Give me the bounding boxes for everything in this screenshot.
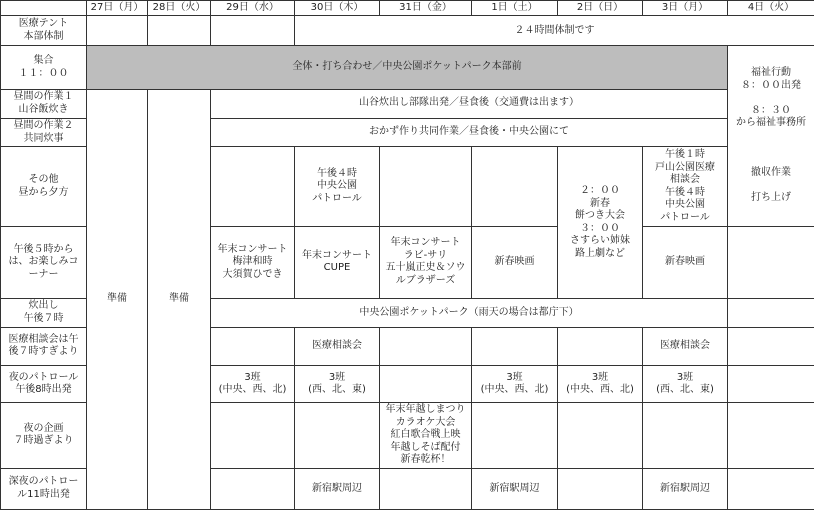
cell-empty: [87, 16, 148, 46]
row-label-noon1: 昼間の作業１ 山谷飯炊き: [1, 89, 87, 118]
header-day-30: 30日（木）: [295, 1, 380, 16]
cell-empty: [728, 299, 814, 328]
cell-empty: [148, 16, 211, 46]
header-day-2: 2日（日）: [558, 1, 643, 16]
row-label-night-patrol: 夜のパトロール 午後8時出発: [1, 366, 87, 403]
cell-late-patrol-3: 新宿駅周辺: [643, 468, 728, 509]
cell-empty: [728, 366, 814, 403]
cell-junbi-28: 準備: [148, 89, 211, 509]
header-row: [1, 1, 814, 16]
cell-night-patrol-29: 3班 (中央、西、北): [211, 366, 295, 403]
row-noon1: [1, 89, 814, 118]
cell-medical-tent-span: ２４時間体制です: [295, 16, 814, 46]
cell-empty: [380, 327, 472, 365]
cell-medical-consult-30: 医療相談会: [295, 327, 380, 365]
row-label-medical-consult: 医療相談会は午 後７時すぎより: [1, 327, 87, 365]
cell-empty: [558, 403, 643, 468]
cell-empty: [728, 226, 814, 298]
cell-other-30: 午後４時 中央公園 パトロール: [295, 147, 380, 226]
cell-empty: [211, 403, 295, 468]
cell-empty: [380, 366, 472, 403]
cell-fun-1: 新春映画: [472, 226, 558, 298]
cell-empty: [728, 403, 814, 468]
cell-night-patrol-2: 3班 (中央、西、北): [558, 366, 643, 403]
cell-night-patrol-3: 3班 (西、北、東): [643, 366, 728, 403]
header-day-27: 27日（月）: [87, 1, 148, 16]
cell-empty: [295, 403, 380, 468]
cell-takidashi-span: 中央公園ポケットパーク（雨天の場合は都庁下）: [211, 299, 728, 328]
cell-night-patrol-1: 3班 (中央、西、北): [472, 366, 558, 403]
cell-empty: [380, 468, 472, 509]
cell-noon2-span: おかず作り共同作業／昼食後・中央公園にて: [211, 118, 728, 147]
header-day-28: 28日（火）: [148, 1, 211, 16]
row-label-night-event: 夜の企画 ７時過ぎより: [1, 403, 87, 468]
header-day-3: 3日（月）: [643, 1, 728, 16]
cell-medical-consult-3: 医療相談会: [643, 327, 728, 365]
row-label-takidashi: 炊出し 午後７時: [1, 299, 87, 328]
cell-noon1-span: 山谷炊出し部隊出発／昼食後（交通費は出ます）: [211, 89, 728, 118]
cell-empty: [211, 468, 295, 509]
header-day-4: 4日（火）: [728, 1, 814, 16]
header-corner: [1, 1, 87, 16]
cell-empty: [643, 403, 728, 468]
cell-empty: [472, 147, 558, 226]
cell-late-patrol-1: 新宿駅周辺: [472, 468, 558, 509]
row-label-gathering: 集合 １１：００: [1, 46, 87, 89]
row-gathering: [1, 46, 814, 89]
header-day-29: 29日（水）: [211, 1, 295, 16]
cell-empty: [472, 327, 558, 365]
row-label-late-patrol: 深夜のパトロー ル11時出発: [1, 468, 87, 509]
cell-fun-30: 年末コンサート CUPE: [295, 226, 380, 298]
cell-empty: [211, 16, 295, 46]
header-day-31: 31日（金）: [380, 1, 472, 16]
cell-empty: [558, 468, 643, 509]
cell-junbi-27: 準備: [87, 89, 148, 509]
cell-fun-3: 新春映画: [643, 226, 728, 298]
cell-empty: [558, 327, 643, 365]
cell-night-patrol-30: 3班 (西、北、東): [295, 366, 380, 403]
cell-empty: [728, 327, 814, 365]
cell-empty: [211, 327, 295, 365]
row-label-other: その他 昼から夕方: [1, 147, 87, 226]
row-label-noon2: 昼間の作業２ 共同炊事: [1, 118, 87, 147]
cell-empty: [472, 403, 558, 468]
row-label-fun: 午後５時から は、お楽しみコ ーナー: [1, 226, 87, 298]
row-medical-tent: [1, 16, 814, 46]
cell-other-2-merged: ２：００ 新春 餅つき大会 ３：００ さすらい姉妹 路上劇など: [558, 147, 643, 299]
row-label-medical-tent: 医療テント 本部体制: [1, 16, 87, 46]
cell-empty: [211, 147, 295, 226]
header-day-1: 1日（土）: [472, 1, 558, 16]
cell-empty: [380, 147, 472, 226]
cell-late-patrol-30: 新宿駅周辺: [295, 468, 380, 509]
cell-night-event-31: 年末年越しまつり カラオケ大会 紅白歌合戦上映 年越しそば配付 新春乾杯！: [380, 403, 472, 468]
cell-gathering-span: 全体・打ち合わせ／中央公園ポケットパーク本部前: [87, 46, 728, 89]
cell-empty: [728, 468, 814, 509]
cell-fun-31: 年末コンサート ラビ-サリ 五十嵐正史＆ソウ ルブラザーズ: [380, 226, 472, 298]
cell-day4-welfare: 福祉行動 ８：００出発 ８：３０ から福祉事務所 撤収作業 打ち上げ: [728, 46, 814, 226]
cell-other-3: 午後１時 戸山公園医療 相談会 午後４時 中央公園 パトロール: [643, 147, 728, 226]
cell-fun-29: 年末コンサート 梅津和時 大須賀ひでき: [211, 226, 295, 298]
